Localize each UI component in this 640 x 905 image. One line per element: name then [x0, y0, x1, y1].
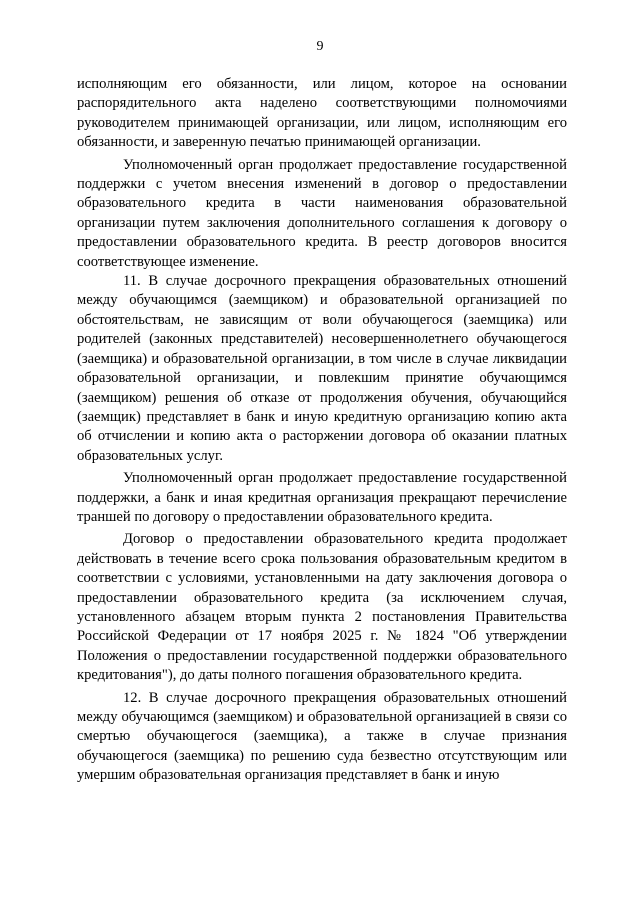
paragraph: 11. В случае досрочного прекращения образовательных отношений между обучающимся (заемщиком) и образовательной организацией по обстоятельствам, не зависящим от воли обучающегося (заемщика) или родителей (законных представителей) несовершеннолетнего обучающегося (заемщика) и образовательной организации, в том числе в случае ликвидации образовательной организации, и повлекшим принятие обучающимся (заемщиком) решения об отказе от продолжения обучения, обучающийся (заемщик) представляет в банк и иную кредитную организацию копию акта об отчислении и копию акта о расторжении договора об оказании платных образовательных услуг.	[77, 273, 567, 464]
paragraph: Уполномоченный орган продолжает предоставление государственной поддержки, а банк и иная кредитная организация прекращают перечисление траншей по договору о предоставлении образовательного кредита.	[77, 470, 567, 525]
document-body	[77, 75, 567, 786]
paragraph: 12. В случае досрочного прекращения образовательных отношений между обучающимся (заемщиком) и образовательной организацией в связи со смертью обучающегося (заемщика), а также в случае признания обучающегося (заемщика) по решению суда безвестно отсутствующим или умершим образовательная организация представляет в банк и иную	[77, 689, 567, 784]
paragraph: Уполномоченный орган продолжает предоставление государственной поддержки с учетом внесения изменений в договор о предоставлении образовательного кредита в части наименования образовательной организации путем заключения дополнительного соглашения к договору о предоставлении образовательного кредита. В реестр договоров вносится соответствующее изменение.	[77, 156, 567, 270]
paragraph: Договор о предоставлении образовательного кредита продолжает действовать в течение всего срока пользования образовательным кредитом в соответствии с условиями, установленными на дату заключения договора о предоставлении образовательного кредита (за исключением случая, установленного абзацем вторым пункта 2 постановления Правительства Российской Федерации от 17 ноября 2025 г. № 1824 "Об утверждении Положения о предоставлении государственной поддержки образовательного кредитования"), до даты полного погашения образовательного кредита.	[77, 531, 567, 684]
page-number: 9	[316, 39, 324, 54]
paragraph: исполняющим его обязанности, или лицом, которое на основании распорядительного акта наделено соответствующими полномочиями руководителем принимающей организации, или лицом, исполняющим его обязанности, и заверенную печатью принимающей организации.	[77, 76, 567, 151]
